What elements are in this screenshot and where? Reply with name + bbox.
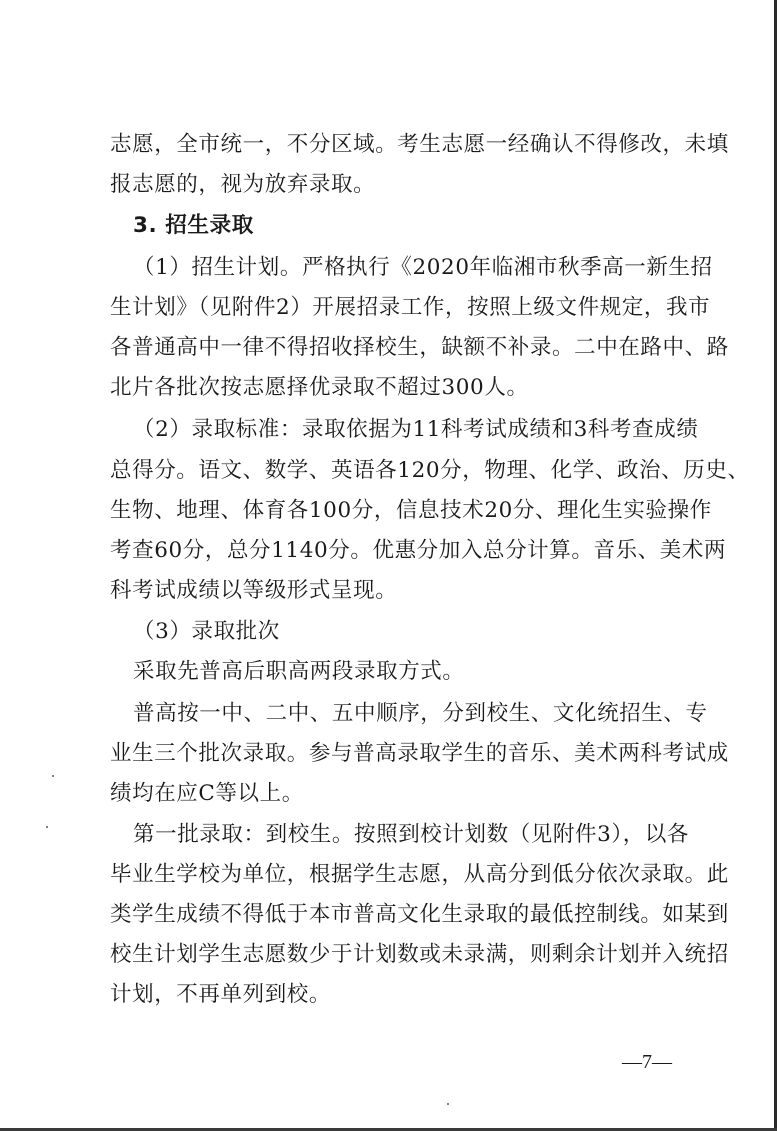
paragraph-line: 普高按一中、二中、五中顺序，分到校生、文化统招生、专 [133,701,708,726]
scan-speck [52,775,54,777]
paragraph-line: 第一批录取：到校生。按照到校计划数（见附件3），以各 [133,822,690,847]
section-heading: 3. 招生录取 [133,213,254,238]
subsection-heading: （3）录取批次 [133,619,280,644]
paragraph-line: 志愿，全市统一，不分区域。考生志愿一经确认不得修改，未填 [110,132,729,157]
paragraph-line: 考查60分，总分1140分。优惠分加入总分计算。音乐、美术两 [110,538,727,563]
scan-speck [447,1103,449,1105]
paragraph-line: 绩均在应C等以上。 [110,781,304,806]
paragraph-line: 生计划》（见附件2）开展招录工作，按照上级文件规定，我市 [110,295,711,320]
paragraph-line: 报志愿的，视为放弃录取。 [110,172,376,197]
page-number: —7— [622,1051,672,1073]
paragraph-line: 校生计划学生志愿数少于计划数或未录满，则剩余计划并入统招 [110,942,729,967]
paragraph-line: 北片各批次按志愿择优录取不超过300人。 [110,375,529,400]
paragraph-line: 总得分。语文、数学、英语各120分，物理、化学、政治、历史、 [110,458,750,483]
paragraph-line: 科考试成绩以等级形式呈现。 [110,578,398,603]
paragraph-line: 生物、地理、体育各100分，信息技术20分、理化生实验操作 [110,498,712,523]
paragraph-line: 采取先普高后职高两段录取方式。 [133,659,465,684]
paragraph-line: 各普通高中一律不得招收择校生，缺额不补录。二中在路中、路 [110,335,729,360]
paragraph-line: （1）招生计划。严格执行《2020年临湘市秋季高一新生招 [133,255,713,280]
paragraph-line: 业生三个批次录取。参与普高录取学生的音乐、美术两科考试成 [110,741,729,766]
scan-speck [46,826,48,828]
paragraph-line: 计划，不再单列到校。 [110,982,332,1007]
paragraph-line: 类学生成绩不得低于本市普高文化生录取的最低控制线。如某到 [110,902,729,927]
paragraph-line: （2）录取标准：录取依据为11科考试成绩和3科考查成绩 [133,417,699,442]
paragraph-line: 毕业生学校为单位，根据学生志愿，从高分到低分依次录取。此 [110,862,729,887]
